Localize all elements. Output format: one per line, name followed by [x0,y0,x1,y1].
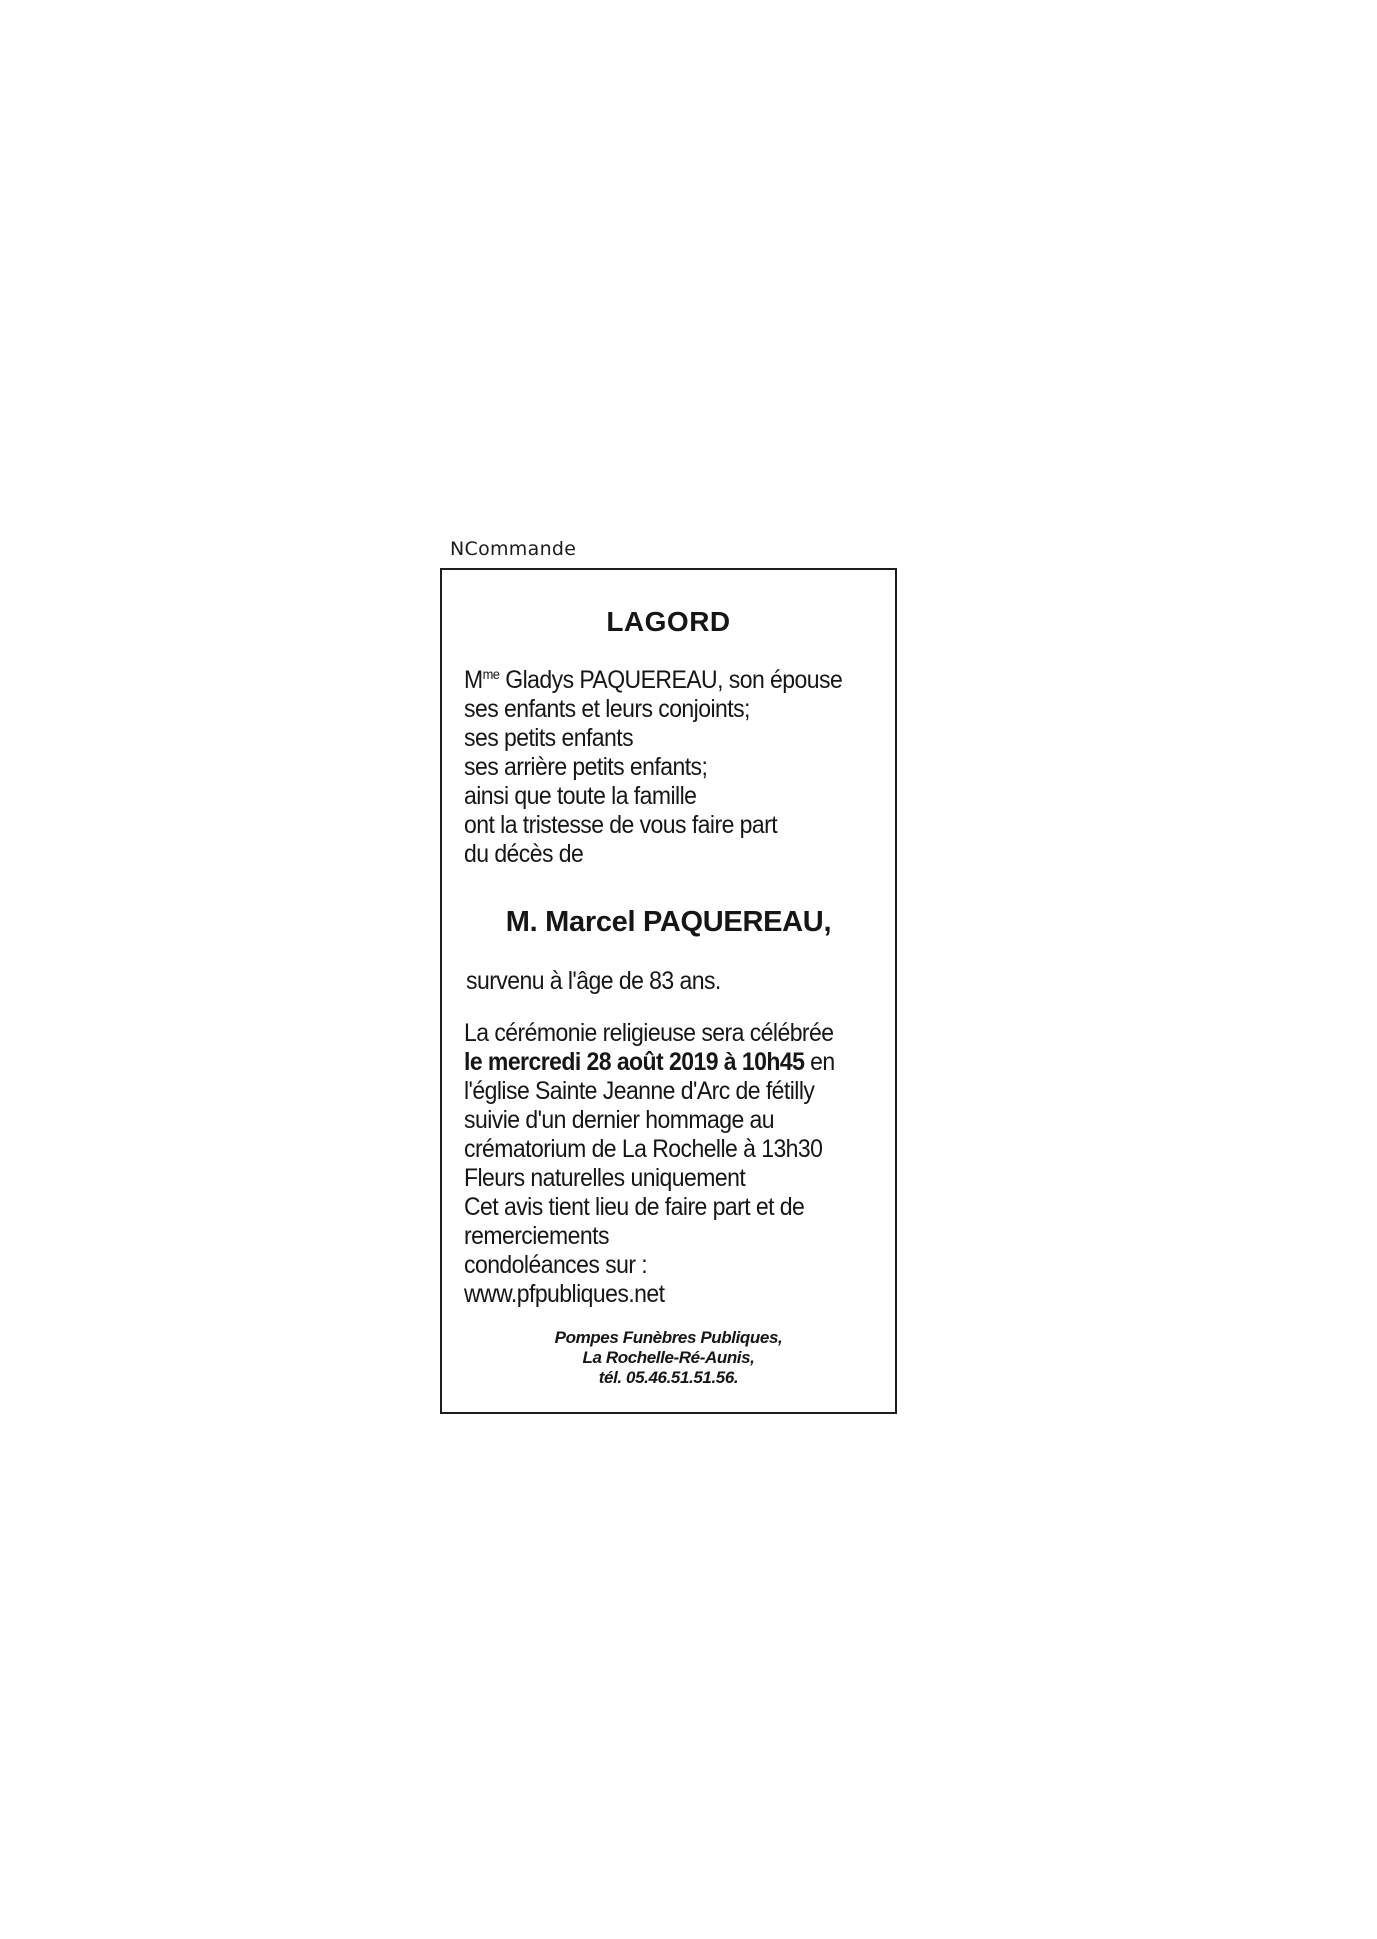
funeral-home-signature [442,1328,895,1388]
spouse-line [464,666,842,695]
age-line: survenu à l'âge de 83 ans. [466,967,721,995]
ceremony-line: suivie d'un dernier hommage au [464,1106,775,1134]
funeral-home-name: Pompes Funèbres Publiques, [554,1328,783,1347]
family-line: ses petits enfants [464,724,634,752]
ceremony-line: La cérémonie religieuse sera célébrée [464,1019,834,1047]
family-announcement [464,666,842,869]
family-line: ont la tristesse de vous faire part [464,811,778,839]
order-label: NCommande [450,538,577,560]
ceremony-details [464,1019,835,1309]
family-line: du décès de [464,840,584,868]
obituary-notice [440,568,897,1414]
ceremony-line: crématorium de La Rochelle à 13h30 [464,1135,823,1163]
funeral-home-location: La Rochelle-Ré-Aunis, [582,1348,755,1367]
ceremony-line: l'église Sainte Jeanne d'Arc de fétilly [464,1077,815,1105]
family-line: ainsi que toute la famille [464,782,697,810]
ceremony-date: le mercredi 28 août 2019 à 10h45 [464,1048,805,1076]
ceremony-line: condoléances sur : [464,1251,648,1279]
website-text: www.pfpubliques.net [464,1280,665,1308]
town-heading: LAGORD [606,606,731,637]
family-line: ses enfants et leurs conjoints; [464,695,750,723]
funeral-home-phone: tél. 05.46.51.51.56. [598,1368,739,1387]
ceremony-date-line [464,1048,835,1077]
title-superscript: me [482,666,500,682]
ceremony-line: Cet avis tient lieu de faire part et de [464,1193,805,1221]
deceased-name: M. Marcel PAQUEREAU, [505,906,832,938]
title-prefix: M [464,666,483,694]
family-line: ses arrière petits enfants; [464,753,708,781]
ceremony-line: remerciements [464,1222,609,1250]
ceremony-line: Fleurs naturelles uniquement [464,1164,746,1192]
spouse-name: Gladys PAQUEREAU, son épouse [499,666,843,694]
ceremony-date-suffix: en [804,1048,835,1076]
